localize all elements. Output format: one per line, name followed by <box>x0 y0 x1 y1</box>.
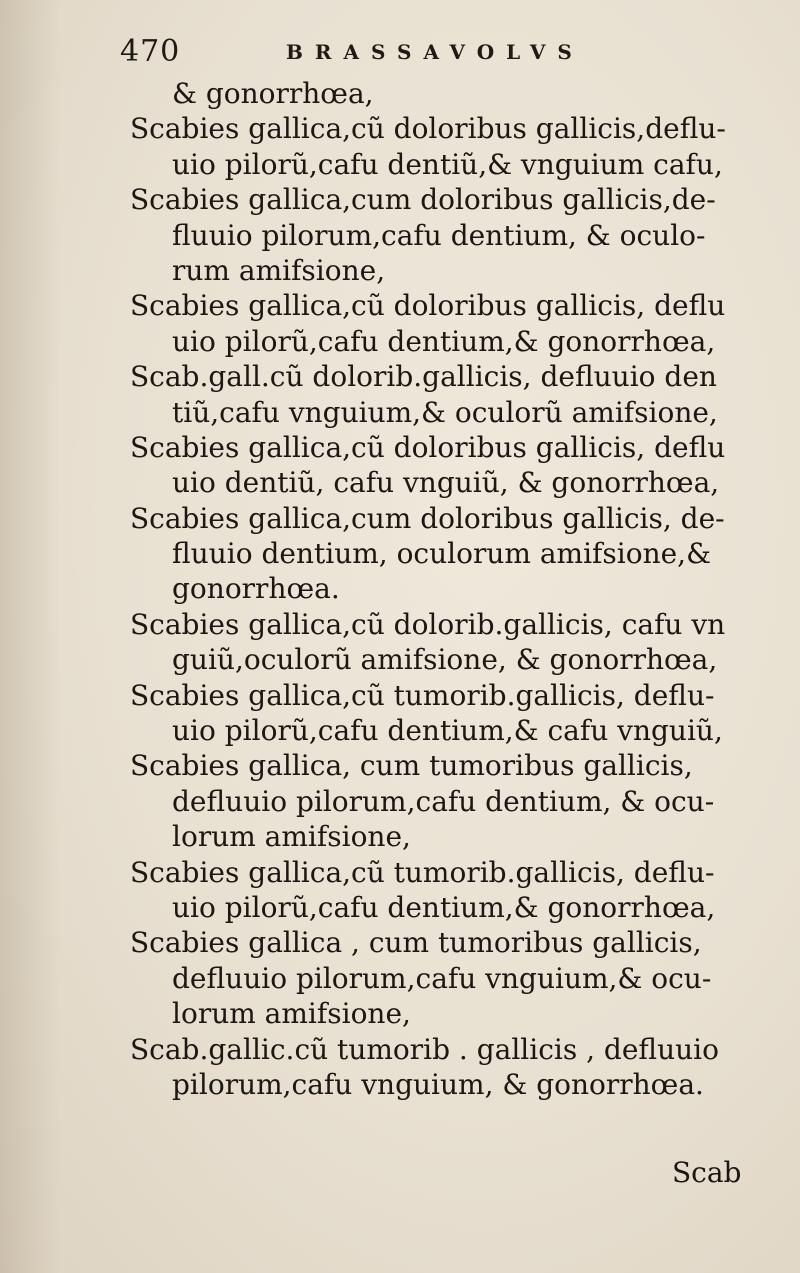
text-line: fluuio dentium, oculorum amifsione,& <box>172 537 711 571</box>
running-head: BRASSAVOLVS <box>286 40 584 64</box>
page-header <box>0 30 800 70</box>
text-line: pilorum,cafu vnguium, & gonorrhœa. <box>172 1067 704 1101</box>
text-line: lorum amifsione, <box>172 997 411 1031</box>
text-line: lorum amifsione, <box>172 820 411 854</box>
text-line: Scabies gallica,cũ tumorib.gallicis, deflu- <box>130 855 715 889</box>
text-line: Scabies gallica,cũ doloribus gallicis,deflu- <box>130 112 726 146</box>
text-line: uio pilorũ,cafu dentium,& cafu vnguiũ, <box>172 714 723 748</box>
text-line: uio pilorũ,cafu dentium,& gonorrhœa, <box>172 324 716 358</box>
text-line: Scabies gallica, cum tumoribus gallicis, <box>130 749 693 783</box>
text-line: Scab.gallic.cũ tumorib . gallicis , defluuio <box>130 1032 719 1066</box>
text-line: guiũ,oculorũ amifsione, & gonorrhœa, <box>172 643 718 677</box>
text-line: uio pilorũ,cafu dentium,& gonorrhœa, <box>172 890 716 924</box>
text-line: uio dentiũ, cafu vnguiũ, & gonorrhœa, <box>172 466 720 500</box>
catchword: Scab <box>672 1156 742 1189</box>
text-line: Scabies gallica , cum tumoribus gallicis, <box>130 926 702 960</box>
text-line: rum amifsione, <box>172 253 386 287</box>
text-line: & gonorrhœa, <box>172 77 374 110</box>
text-line: tiũ,cafu vnguium,& oculorũ amifsione, <box>172 395 718 429</box>
text-line: Scabies gallica,cũ doloribus gallicis, deflu <box>130 289 726 323</box>
text-line: Scabies gallica,cũ doloribus gallicis, deflu <box>130 430 726 464</box>
text-line: Scabies gallica,cũ tumorib.gallicis, deflu- <box>130 678 715 712</box>
text-line: Scabies gallica,cũ dolorib.gallicis, cafu vn <box>130 607 726 641</box>
text-line: Scab.gall.cũ dolorib.gallicis, defluuio den <box>130 360 717 394</box>
text-line: Scabies gallica,cum doloribus gallicis, de- <box>130 501 725 535</box>
text-line: defluuio pilorum,cafu dentium, & ocu- <box>172 784 715 818</box>
text-line: uio pilorũ,cafu dentiũ,& vnguium cafu, <box>172 147 723 181</box>
text-line: fluuio pilorum,cafu dentium, & oculo- <box>172 218 706 252</box>
text-line: gonorrhœa. <box>172 572 340 606</box>
text-body <box>126 76 776 1102</box>
gutter-shadow <box>0 0 60 1273</box>
page-number: 470 <box>120 34 181 69</box>
text-line: Scabies gallica,cum doloribus gallicis,de- <box>130 183 716 217</box>
text-line: defluuio pilorum,cafu vnguium,& ocu- <box>172 961 712 995</box>
